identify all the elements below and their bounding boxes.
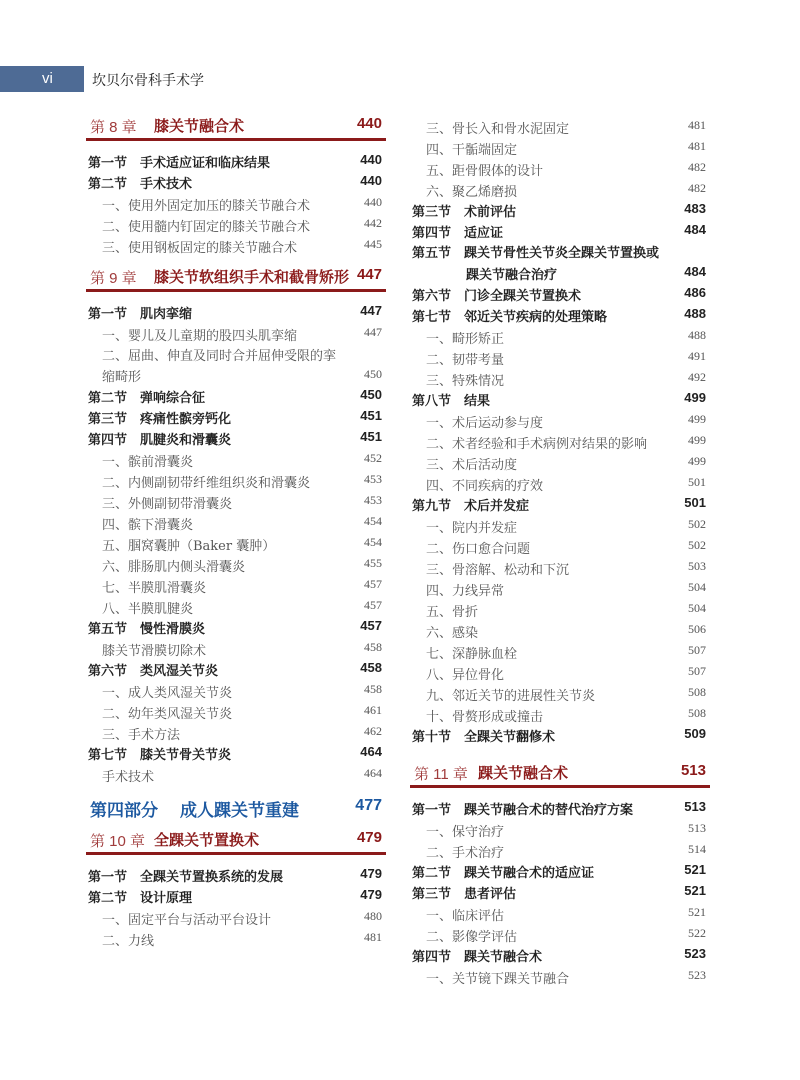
section-page: 509: [684, 726, 706, 741]
subsection-title: 四、不同疾病的疗效: [426, 479, 544, 494]
toc-section[interactable]: [86, 150, 386, 171]
toc-section[interactable]: [410, 797, 710, 818]
toc-section[interactable]: [410, 881, 710, 902]
section-page: 521: [684, 883, 706, 898]
section-title: 第三节 术前评估: [412, 205, 517, 220]
subsection-page: 508: [688, 685, 706, 699]
subsection-page: 506: [688, 622, 706, 636]
toc-section[interactable]: [86, 171, 386, 192]
chapter-heading[interactable]: [86, 828, 386, 852]
subsection-title: 二、手术治疗: [426, 846, 505, 861]
subsection-page: 514: [688, 842, 706, 856]
toc-subsection[interactable]: [410, 818, 710, 839]
subsection-page: 502: [688, 538, 706, 552]
toc-subsection[interactable]: [410, 923, 710, 944]
toc-subsection[interactable]: [86, 448, 386, 469]
toc-subsection[interactable]: [410, 346, 710, 367]
subsection-title: 八、异位骨化: [426, 668, 505, 683]
toc-subsection[interactable]: [410, 839, 710, 860]
toc-subsection[interactable]: [86, 927, 386, 948]
subsection-title: 四、髌下滑囊炎: [102, 518, 194, 533]
subsection-page: 455: [364, 556, 382, 570]
chapter-page: 513: [680, 762, 706, 779]
section-title: 第五节 踝关节骨性关节炎全踝关节置换或: [412, 246, 660, 261]
section-title: 第一节 踝关节融合术的替代治疗方案: [412, 803, 634, 818]
subsection-title: 一、成人类风湿关节炎: [102, 686, 233, 701]
toc-section[interactable]: [410, 304, 710, 325]
section-page: 513: [684, 799, 706, 814]
section-page: 488: [684, 306, 706, 321]
subsection-title: 六、感染: [426, 626, 479, 641]
toc-section[interactable]: [86, 658, 386, 679]
toc-subsection[interactable]: [86, 532, 386, 553]
subsection-title: 二、伤口愈合问题: [426, 542, 531, 557]
section-title: 第一节 肌肉挛缩: [88, 307, 193, 322]
subsection-page: 507: [688, 664, 706, 678]
subsection-title: 二、屈曲、伸直及同时合并屈伸受限的挛缩畸形: [102, 349, 337, 385]
subsection-page: 452: [364, 451, 382, 465]
subsection-page: 513: [688, 821, 706, 835]
subsection-page: 442: [364, 216, 382, 230]
section-page: 451: [360, 408, 382, 423]
subsection-title: 八、半膜肌腱炎: [102, 602, 194, 617]
subsection-page: 464: [364, 766, 382, 780]
section-page: 458: [360, 660, 382, 675]
subsection-page: 481: [364, 930, 382, 944]
subsection-title: 手术技术: [102, 770, 155, 785]
toc-subsection[interactable]: [86, 700, 386, 721]
subsection-title: 一、术后运动参与度: [426, 416, 544, 431]
toc-subsection[interactable]: [410, 902, 710, 923]
toc-subsection[interactable]: [410, 472, 710, 493]
section-page: 501: [684, 495, 706, 510]
toc-right-column: [410, 115, 710, 986]
chapter-heading[interactable]: [410, 761, 710, 785]
toc-section[interactable]: [86, 385, 386, 406]
section-page: 484: [684, 264, 706, 279]
chapter-page: 447: [356, 266, 382, 283]
section-title: 第一节 手术适应证和临床结果: [88, 156, 271, 171]
subsection-title: 七、半膜肌滑囊炎: [102, 581, 207, 596]
part-number: 第四部分: [90, 801, 158, 821]
subsection-page: 499: [688, 433, 706, 447]
section-title: 第九节 术后并发症: [412, 499, 530, 514]
subsection-page: 457: [364, 598, 382, 612]
toc-subsection[interactable]: [410, 619, 710, 640]
toc-subsection[interactable]: [410, 514, 710, 535]
subsection-title: 二、幼年类风湿关节炎: [102, 707, 233, 722]
chapter-title: 踝关节融合术: [478, 764, 569, 782]
toc-subsection[interactable]: [410, 703, 710, 724]
section-title: 第六节 门诊全踝关节置换术: [412, 289, 582, 304]
toc-section[interactable]: [410, 493, 710, 514]
section-page: 457: [360, 618, 382, 633]
chapter-page: 440: [356, 115, 382, 132]
section-page: 451: [360, 429, 382, 444]
toc-subsection[interactable]: [86, 763, 386, 784]
subsection-page: 447: [364, 325, 382, 339]
book-title: 坎贝尔骨科手术学: [92, 73, 204, 89]
section-title: 第十节 全踝关节翻修术: [412, 730, 556, 745]
toc-section[interactable]: [410, 220, 710, 241]
chapter-title: 膝关节融合术: [154, 117, 245, 135]
part-page: 477: [355, 797, 382, 814]
toc-subsection[interactable]: [86, 906, 386, 927]
subsection-page: 480: [364, 909, 382, 923]
subsection-title: 一、院内并发症: [426, 521, 518, 536]
subsection-title: 一、关节镜下踝关节融合: [426, 972, 570, 987]
toc-section[interactable]: [410, 944, 710, 965]
section-title: 第二节 踝关节融合术的适应证: [412, 866, 595, 881]
section-page: 521: [684, 862, 706, 877]
toc-subsection[interactable]: [410, 367, 710, 388]
subsection-title: 一、固定平台与活动平台设计: [102, 913, 272, 928]
toc-subsection[interactable]: [86, 322, 386, 343]
page-number-tab: [0, 66, 84, 92]
chapter-number: 第 9 章: [90, 270, 137, 287]
subsection-page: 499: [688, 412, 706, 426]
subsection-page: 521: [688, 905, 706, 919]
subsection-title: 一、使用外固定加压的膝关节融合术: [102, 199, 311, 214]
subsection-page: 523: [688, 968, 706, 982]
chapter-page: 479: [356, 829, 382, 846]
toc-subsection[interactable]: [86, 637, 386, 658]
subsection-title: 一、畸形矫正: [426, 332, 505, 347]
toc-subsection[interactable]: [410, 577, 710, 598]
section-title: 第一节 全踝关节置换系统的发展: [88, 870, 284, 885]
section-page: 440: [360, 173, 382, 188]
toc-subsection[interactable]: [86, 553, 386, 574]
subsection-title: 三、手术方法: [102, 728, 181, 743]
subsection-title: 三、特殊情况: [426, 374, 505, 389]
subsection-title: 一、保守治疗: [426, 825, 505, 840]
section-title-continued: 踝关节融合治疗: [466, 268, 558, 283]
toc-subsection[interactable]: [86, 574, 386, 595]
subsection-title: 六、聚乙烯磨损: [426, 185, 518, 200]
subsection-page: 457: [364, 577, 382, 591]
chapter-heading[interactable]: [86, 114, 386, 138]
subsection-title: 五、腘窝囊肿（Baker 囊肿）: [102, 539, 276, 554]
section-page: 450: [360, 387, 382, 402]
subsection-page: 454: [364, 535, 382, 549]
page-number: vi: [42, 70, 53, 87]
subsection-title: 二、使用髓内钉固定的膝关节融合术: [102, 220, 311, 235]
page-header: [0, 66, 800, 92]
subsection-page: 501: [688, 475, 706, 489]
part-heading[interactable]: [86, 794, 386, 822]
chapter-number: 第 10 章: [90, 833, 146, 850]
toc-subsection[interactable]: [86, 192, 386, 213]
subsection-page: 488: [688, 328, 706, 342]
subsection-page: 461: [364, 703, 382, 717]
toc-subsection[interactable]: [86, 511, 386, 532]
section-title: 第三节 疼痛性髌旁钙化: [88, 412, 232, 427]
toc-subsection[interactable]: [86, 213, 386, 234]
subsection-page: 503: [688, 559, 706, 573]
subsection-title: 膝关节滑膜切除术: [102, 644, 207, 659]
chapter-rule: [86, 138, 386, 141]
chapter-heading[interactable]: [86, 265, 386, 289]
toc-subsection[interactable]: [86, 343, 386, 385]
toc-section[interactable]: [86, 742, 386, 763]
toc-subsection[interactable]: [410, 157, 710, 178]
chapter-rule: [86, 289, 386, 292]
toc-subsection[interactable]: [410, 640, 710, 661]
subsection-page: 481: [688, 139, 706, 153]
section-page: 479: [360, 866, 382, 881]
subsection-page: 499: [688, 454, 706, 468]
toc-subsection[interactable]: [410, 325, 710, 346]
subsection-page: 491: [688, 349, 706, 363]
toc-subsection[interactable]: [410, 136, 710, 157]
subsection-title: 三、骨溶解、松动和下沉: [426, 563, 570, 578]
toc-subsection[interactable]: [410, 598, 710, 619]
subsection-title: 五、骨折: [426, 605, 479, 620]
toc-subsection[interactable]: [86, 595, 386, 616]
toc-left-column: [86, 114, 386, 948]
section-page: 484: [684, 222, 706, 237]
section-title: 第四节 踝关节融合术: [412, 950, 543, 965]
subsection-title: 七、深静脉血栓: [426, 647, 518, 662]
subsection-page: 453: [364, 493, 382, 507]
section-title: 第二节 弹响综合征: [88, 391, 206, 406]
toc-section[interactable]: [86, 616, 386, 637]
toc-subsection[interactable]: [410, 965, 710, 986]
subsection-page: 453: [364, 472, 382, 486]
toc-section[interactable]: [410, 283, 710, 304]
section-title: 第七节 邻近关节疾病的处理策略: [412, 310, 608, 325]
toc-subsection[interactable]: [86, 679, 386, 700]
subsection-page: 508: [688, 706, 706, 720]
section-title: 第二节 设计原理: [88, 891, 193, 906]
toc-subsection[interactable]: [86, 234, 386, 255]
chapter-rule: [410, 785, 710, 788]
section-title: 第六节 类风湿关节炎: [88, 664, 219, 679]
subsection-title: 二、影像学评估: [426, 930, 518, 945]
subsection-title: 三、术后活动度: [426, 458, 518, 473]
subsection-page: 481: [688, 118, 706, 132]
subsection-page: 458: [364, 682, 382, 696]
subsection-page: 504: [688, 601, 706, 615]
section-page: 523: [684, 946, 706, 961]
subsection-title: 三、骨长入和骨水泥固定: [426, 122, 570, 137]
toc-section[interactable]: [86, 864, 386, 885]
subsection-page: 504: [688, 580, 706, 594]
toc-section[interactable]: [86, 885, 386, 906]
chapter-number: 第 8 章: [90, 119, 137, 136]
subsection-title: 二、力线: [102, 934, 155, 949]
section-page: 479: [360, 887, 382, 902]
subsection-title: 三、使用钢板固定的膝关节融合术: [102, 241, 298, 256]
section-page: 447: [360, 303, 382, 318]
toc-section[interactable]: [410, 199, 710, 220]
chapter-number: 第 11 章: [414, 766, 468, 783]
section-title: 第四节 肌腱炎和滑囊炎: [88, 433, 232, 448]
toc-subsection[interactable]: [86, 469, 386, 490]
subsection-title: 二、内侧副韧带纤维组织炎和滑囊炎: [102, 476, 311, 491]
toc-section[interactable]: [86, 406, 386, 427]
chapter-title: 膝关节软组织手术和截骨矫形: [154, 268, 350, 286]
subsection-page: 445: [364, 237, 382, 251]
subsection-title: 九、邻近关节的进展性关节炎: [426, 689, 596, 704]
chapter-rule: [86, 852, 386, 855]
subsection-page: 450: [364, 367, 382, 381]
toc-section[interactable]: [410, 241, 710, 283]
subsection-page: 492: [688, 370, 706, 384]
subsection-page: 462: [364, 724, 382, 738]
chapter-title: 全踝关节置换术: [154, 831, 260, 849]
subsection-title: 四、力线异常: [426, 584, 505, 599]
toc-section[interactable]: [86, 427, 386, 448]
subsection-title: 一、婴儿及儿童期的股四头肌挛缩: [102, 329, 298, 344]
section-title: 第七节 膝关节骨关节炎: [88, 748, 232, 763]
toc-section[interactable]: [410, 724, 710, 745]
subsection-title: 一、髌前滑囊炎: [102, 455, 194, 470]
toc-subsection[interactable]: [410, 556, 710, 577]
subsection-title: 五、距骨假体的设计: [426, 164, 544, 179]
toc-subsection[interactable]: [86, 721, 386, 742]
subsection-title: 一、临床评估: [426, 909, 505, 924]
subsection-title: 四、干骺端固定: [426, 143, 518, 158]
subsection-page: 522: [688, 926, 706, 940]
subsection-title: 二、术者经验和手术病例对结果的影响: [426, 437, 648, 452]
toc-section[interactable]: [86, 301, 386, 322]
section-title: 第三节 患者评估: [412, 887, 517, 902]
subsection-title: 二、韧带考量: [426, 353, 505, 368]
part-title: 成人踝关节重建: [180, 801, 299, 821]
section-title: 第八节 结果: [412, 394, 491, 409]
subsection-page: 482: [688, 181, 706, 195]
toc-section[interactable]: [410, 388, 710, 409]
section-title: 第四节 适应证: [412, 226, 504, 241]
subsection-title: 六、腓肠肌内侧头滑囊炎: [102, 560, 246, 575]
toc-subsection[interactable]: [410, 409, 710, 430]
section-page: 499: [684, 390, 706, 405]
section-page: 464: [360, 744, 382, 759]
section-page: 483: [684, 201, 706, 216]
section-page: 486: [684, 285, 706, 300]
toc-subsection[interactable]: [410, 682, 710, 703]
subsection-page: 507: [688, 643, 706, 657]
subsection-title: 十、骨赘形成或撞击: [426, 710, 544, 725]
toc-subsection[interactable]: [410, 661, 710, 682]
section-title: 第二节 手术技术: [88, 177, 193, 192]
toc-section[interactable]: [410, 860, 710, 881]
section-title: 第五节 慢性滑膜炎: [88, 622, 206, 637]
toc-subsection[interactable]: [410, 115, 710, 136]
subsection-page: 502: [688, 517, 706, 531]
subsection-page: 454: [364, 514, 382, 528]
section-page: 440: [360, 152, 382, 167]
toc-subsection[interactable]: [86, 490, 386, 511]
subsection-page: 458: [364, 640, 382, 654]
toc-subsection[interactable]: [410, 430, 710, 451]
subsection-title: 三、外侧副韧带滑囊炎: [102, 497, 233, 512]
toc-subsection[interactable]: [410, 178, 710, 199]
toc-subsection[interactable]: [410, 451, 710, 472]
subsection-page: 440: [364, 195, 382, 209]
subsection-page: 482: [688, 160, 706, 174]
toc-subsection[interactable]: [410, 535, 710, 556]
